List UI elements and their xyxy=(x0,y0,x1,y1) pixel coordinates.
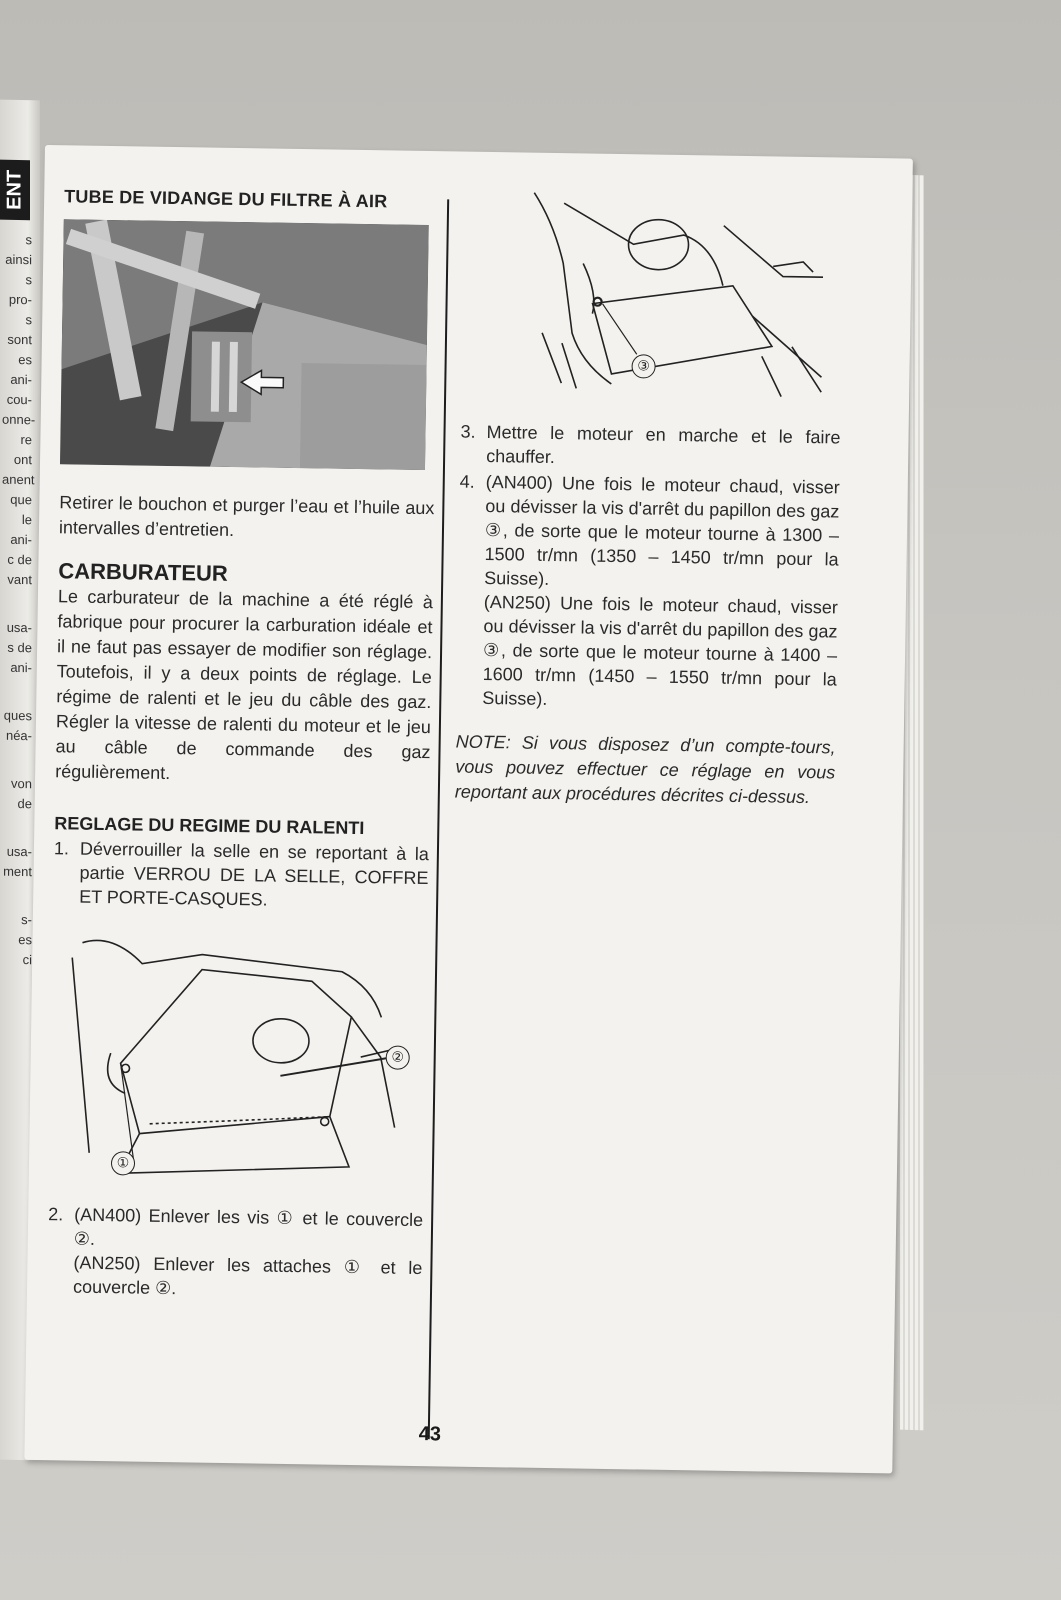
callout-1: ① xyxy=(111,1151,135,1175)
previous-page-fragment: re ont xyxy=(13,432,32,468)
previous-page-fragment xyxy=(2,590,32,619)
air-filter-drain-text: Retirer le bouchon et purger l’eau et l’huile aux intervalles d’entretien. xyxy=(58,492,435,541)
steps-list-right xyxy=(456,420,841,716)
list-item: 2. (AN400) Enlever les vis ① et le couvercle ②. (AN250) Enlever les attaches ① et le couvercle ②. xyxy=(47,1202,423,1304)
previous-page-fragment: usa- xyxy=(6,619,32,636)
previous-page-fragment: s sont xyxy=(7,312,32,348)
previous-page-fragment: c de xyxy=(7,551,32,568)
previous-page-fragment: s pro- xyxy=(8,272,32,308)
previous-page-fragment: anent xyxy=(2,471,35,488)
callout-3: ③ xyxy=(631,354,655,378)
previous-page-fragment: es xyxy=(18,931,32,948)
right-column xyxy=(455,182,845,811)
previous-page-fragment: usa- xyxy=(6,843,32,860)
list-item: 3. Mettre le moteur en marche et le faire chauffer. xyxy=(460,421,841,468)
callout-2: ② xyxy=(386,1045,410,1069)
previous-page-fragment: ques xyxy=(3,707,32,724)
previous-page-fragment: que le xyxy=(10,491,32,528)
throttle-stop-screw-diagram xyxy=(521,183,844,408)
previous-page-fragment: ci xyxy=(22,952,32,968)
previous-page-fragment: von xyxy=(11,775,32,792)
previous-page-fragment: ani- xyxy=(10,659,32,676)
page-number: 43 xyxy=(418,1423,442,1446)
previous-page-fragment: ani- xyxy=(10,531,32,548)
list-item: 4. (AN400) Une fois le moteur chaud, visser ou dévisser la vis d'arrêt du papillon des gaz ③, de sorte que le moteur tourne à 1300 – 1500 tr/mn (1350 – 1450 tr/mn pour la Suisse). (AN250) Une fois le moteur chaud, visser ou dévisser la vis d'arrêt du papillon des gaz ③, de sorte que le moteur tourne à 1400 – 1600 tr/mn (1450 – 1550 tr/mn pour la Suisse). xyxy=(456,470,840,716)
previous-page-fragment: s- xyxy=(21,912,32,928)
seat-cover-diagram xyxy=(49,922,418,1198)
subsection-title-idle-adjustment: REGLAGE DU REGIME DU RALENTI xyxy=(54,813,365,839)
previous-page-fragment: onne- xyxy=(2,411,36,428)
previous-page-fragment: néa- xyxy=(5,727,32,744)
section-title-carburetor: CARBURATEUR xyxy=(58,558,228,586)
step4-an400-text: (AN400) Une fois le moteur chaud, visser ou dévisser la vis d'arrêt du papillon des gaz ③, de sorte que le moteur tourne à 1300 – 1500 tr/mn (1350 – 1450 tr/mn pour la Suisse). xyxy=(484,471,840,589)
previous-page-fragment: cou- xyxy=(6,391,32,408)
previous-page-fragment xyxy=(2,678,32,707)
previous-page-fragment: ment xyxy=(3,863,32,880)
previous-page-fragment xyxy=(2,882,32,911)
manual-page xyxy=(24,145,913,1473)
note-text: NOTE: Si vous disposez d’un compte-tours, vous pouvez effectuer ce réglage en vous reportant aux procédures décrites ci-dessus. xyxy=(454,731,836,808)
previous-page-fragment: de xyxy=(17,795,32,812)
section-title-air-filter-drain: TUBE DE VIDANGE DU FILTRE À AIR xyxy=(64,186,388,212)
previous-page-fragment xyxy=(2,746,32,775)
step2-an250-text: (AN250) Enlever les attaches ① et le couvercle ②. xyxy=(72,1252,423,1299)
step2-an400-text: (AN400) Enlever les vis ① et le couvercle ②. xyxy=(73,1204,424,1249)
step4-an250-text: (AN250) Une fois le moteur chaud, visser ou dévisser la vis d'arrêt du papillon des gaz ③, de sorte que le moteur tourne à 1400 – 1600 tr/mn (1450 – 1550 tr/mn pour la Suisse). xyxy=(482,591,838,709)
previous-page-fragment: es ani- xyxy=(10,351,32,388)
chapter-tab: ENT xyxy=(0,160,30,221)
air-filter-drain-photo xyxy=(60,219,429,470)
carburetor-text: Le carburateur de la machine a été réglé à fabrique pour procurer la carburation idéale et il ne faut pas essayer de modifier son réglage. Toutefois, il y a deux points de réglage. Le régime de ralenti et le jeu du câble des gaz. Régler la vitesse de ralenti du moteur et le jeu au câble de commande des gaz régulièrement. xyxy=(55,586,434,784)
left-column xyxy=(47,185,439,1304)
previous-page-fragment: s ainsi xyxy=(5,232,32,268)
previous-page-fragment: vant xyxy=(7,571,32,588)
previous-page-fragment xyxy=(2,814,32,843)
previous-page-fragment: s de xyxy=(7,639,32,656)
steps-list-left-2 xyxy=(47,1202,423,1304)
steps-list-left xyxy=(53,836,429,914)
previous-page-text-fragments xyxy=(2,230,36,971)
list-item: 1. Déverrouiller la selle en se reportant à la partie VERROU DE LA SELLE, COFFRE ET PORTE-CASQUES. xyxy=(53,838,430,910)
